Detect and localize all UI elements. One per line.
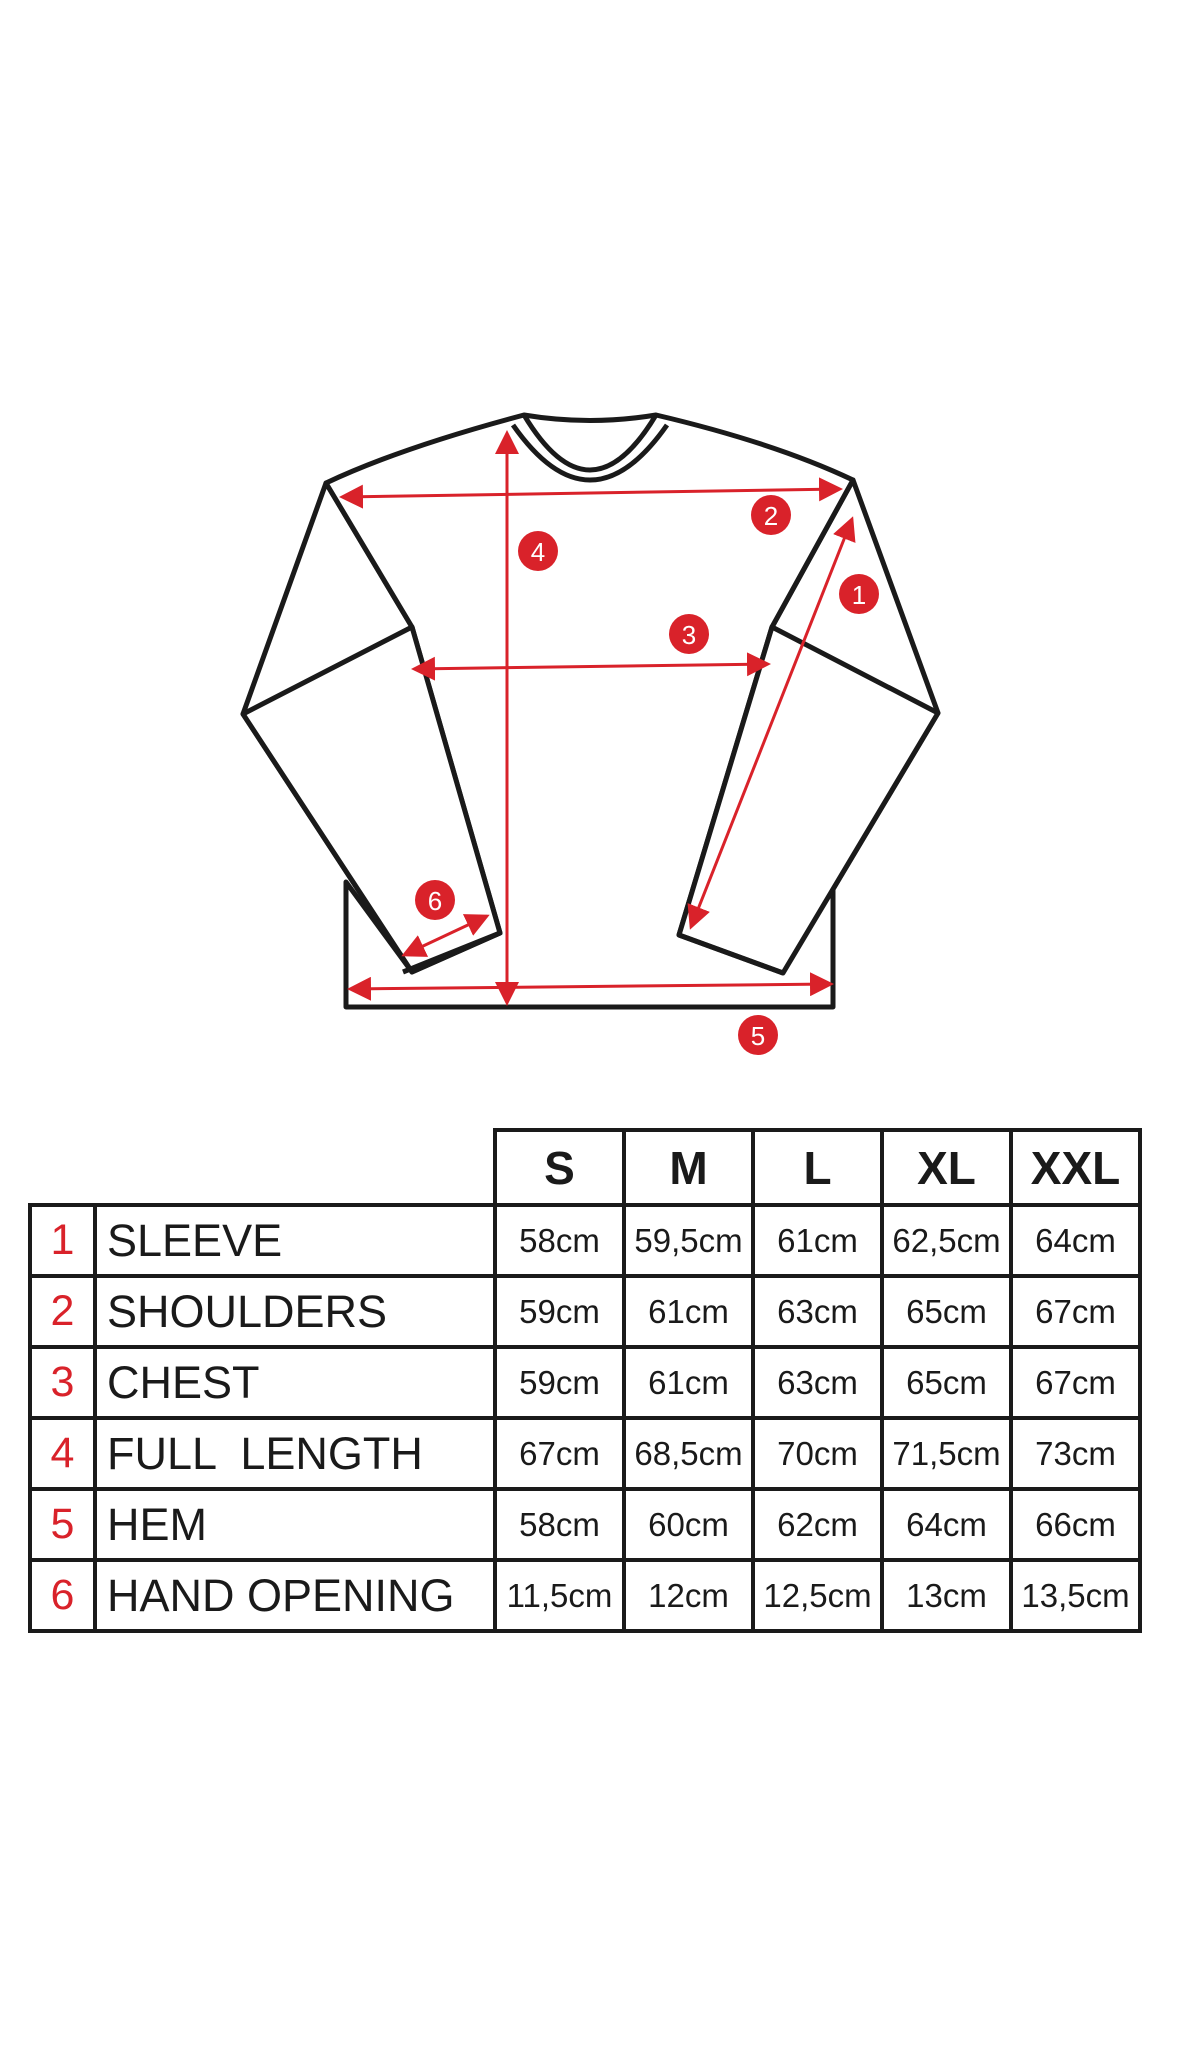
- measurement-value: 63cm: [753, 1276, 882, 1347]
- size-header-xxl: XXL: [1011, 1130, 1140, 1205]
- header-spacer: [95, 1130, 495, 1205]
- marker-4-label: 4: [530, 537, 546, 567]
- measurement-value: 67cm: [1011, 1347, 1140, 1418]
- row-number: 3: [30, 1347, 95, 1418]
- table-row: [30, 1276, 1140, 1347]
- measurement-value: 13cm: [882, 1560, 1011, 1631]
- measurement-value: 59cm: [495, 1276, 624, 1347]
- measurement-value: 61cm: [753, 1205, 882, 1276]
- measurement-name: HAND OPENING: [95, 1560, 495, 1631]
- row-number: 4: [30, 1418, 95, 1489]
- row-number: 2: [30, 1276, 95, 1347]
- marker-6: [415, 880, 455, 920]
- header-spacer: [30, 1130, 95, 1205]
- size-header-m: M: [624, 1130, 753, 1205]
- measurement-value: 70cm: [753, 1418, 882, 1489]
- size-header-l: L: [753, 1130, 882, 1205]
- measurement-value: 67cm: [1011, 1276, 1140, 1347]
- measurement-name: FULL LENGTH: [95, 1418, 495, 1489]
- table-row: [30, 1489, 1140, 1560]
- table-row: [30, 1205, 1140, 1276]
- size-header-xl: XL: [882, 1130, 1011, 1205]
- measurement-name: SHOULDERS: [95, 1276, 495, 1347]
- measurement-value: 58cm: [495, 1205, 624, 1276]
- marker-3-label: 3: [681, 620, 697, 650]
- marker-4: [518, 531, 558, 571]
- measurement-value: 58cm: [495, 1489, 624, 1560]
- measurement-value: 59cm: [495, 1347, 624, 1418]
- measurement-value: 61cm: [624, 1276, 753, 1347]
- measurement-value: 61cm: [624, 1347, 753, 1418]
- size-chart-table: [28, 1128, 1142, 1633]
- table-row: [30, 1347, 1140, 1418]
- measurement-value: 12,5cm: [753, 1560, 882, 1631]
- size-header-row: [30, 1130, 1140, 1205]
- measurement-value: 60cm: [624, 1489, 753, 1560]
- measurement-value: 62cm: [753, 1489, 882, 1560]
- measurement-value: 65cm: [882, 1347, 1011, 1418]
- measurement-value: 13,5cm: [1011, 1560, 1140, 1631]
- marker-1: [839, 574, 879, 614]
- table-row: [30, 1560, 1140, 1631]
- sweatshirt-outline: [243, 415, 938, 1007]
- marker-6-label: 6: [427, 886, 443, 916]
- measurement-value: 64cm: [882, 1489, 1011, 1560]
- measurement-value: 73cm: [1011, 1418, 1140, 1489]
- measurement-value: 12cm: [624, 1560, 753, 1631]
- marker-5-label: 5: [750, 1021, 766, 1051]
- measurement-value: 66cm: [1011, 1489, 1140, 1560]
- marker-2: [751, 495, 791, 535]
- marker-5: [738, 1015, 778, 1055]
- measurement-value: 62,5cm: [882, 1205, 1011, 1276]
- marker-3: [669, 614, 709, 654]
- measurement-value: 68,5cm: [624, 1418, 753, 1489]
- measurement-value: 71,5cm: [882, 1418, 1011, 1489]
- marker-2-label: 2: [763, 501, 779, 531]
- row-number: 5: [30, 1489, 95, 1560]
- marker-1-label: 1: [851, 580, 867, 610]
- measurement-name: CHEST: [95, 1347, 495, 1418]
- row-number: 6: [30, 1560, 95, 1631]
- measurement-value: 63cm: [753, 1347, 882, 1418]
- measurement-value: 64cm: [1011, 1205, 1140, 1276]
- size-header-s: S: [495, 1130, 624, 1205]
- row-number: 1: [30, 1205, 95, 1276]
- measurement-value: 65cm: [882, 1276, 1011, 1347]
- measurement-value: 67cm: [495, 1418, 624, 1489]
- measurement-name: HEM: [95, 1489, 495, 1560]
- table-row: [30, 1418, 1140, 1489]
- measurement-value: 11,5cm: [495, 1560, 624, 1631]
- measurement-value: 59,5cm: [624, 1205, 753, 1276]
- measurement-name: SLEEVE: [95, 1205, 495, 1276]
